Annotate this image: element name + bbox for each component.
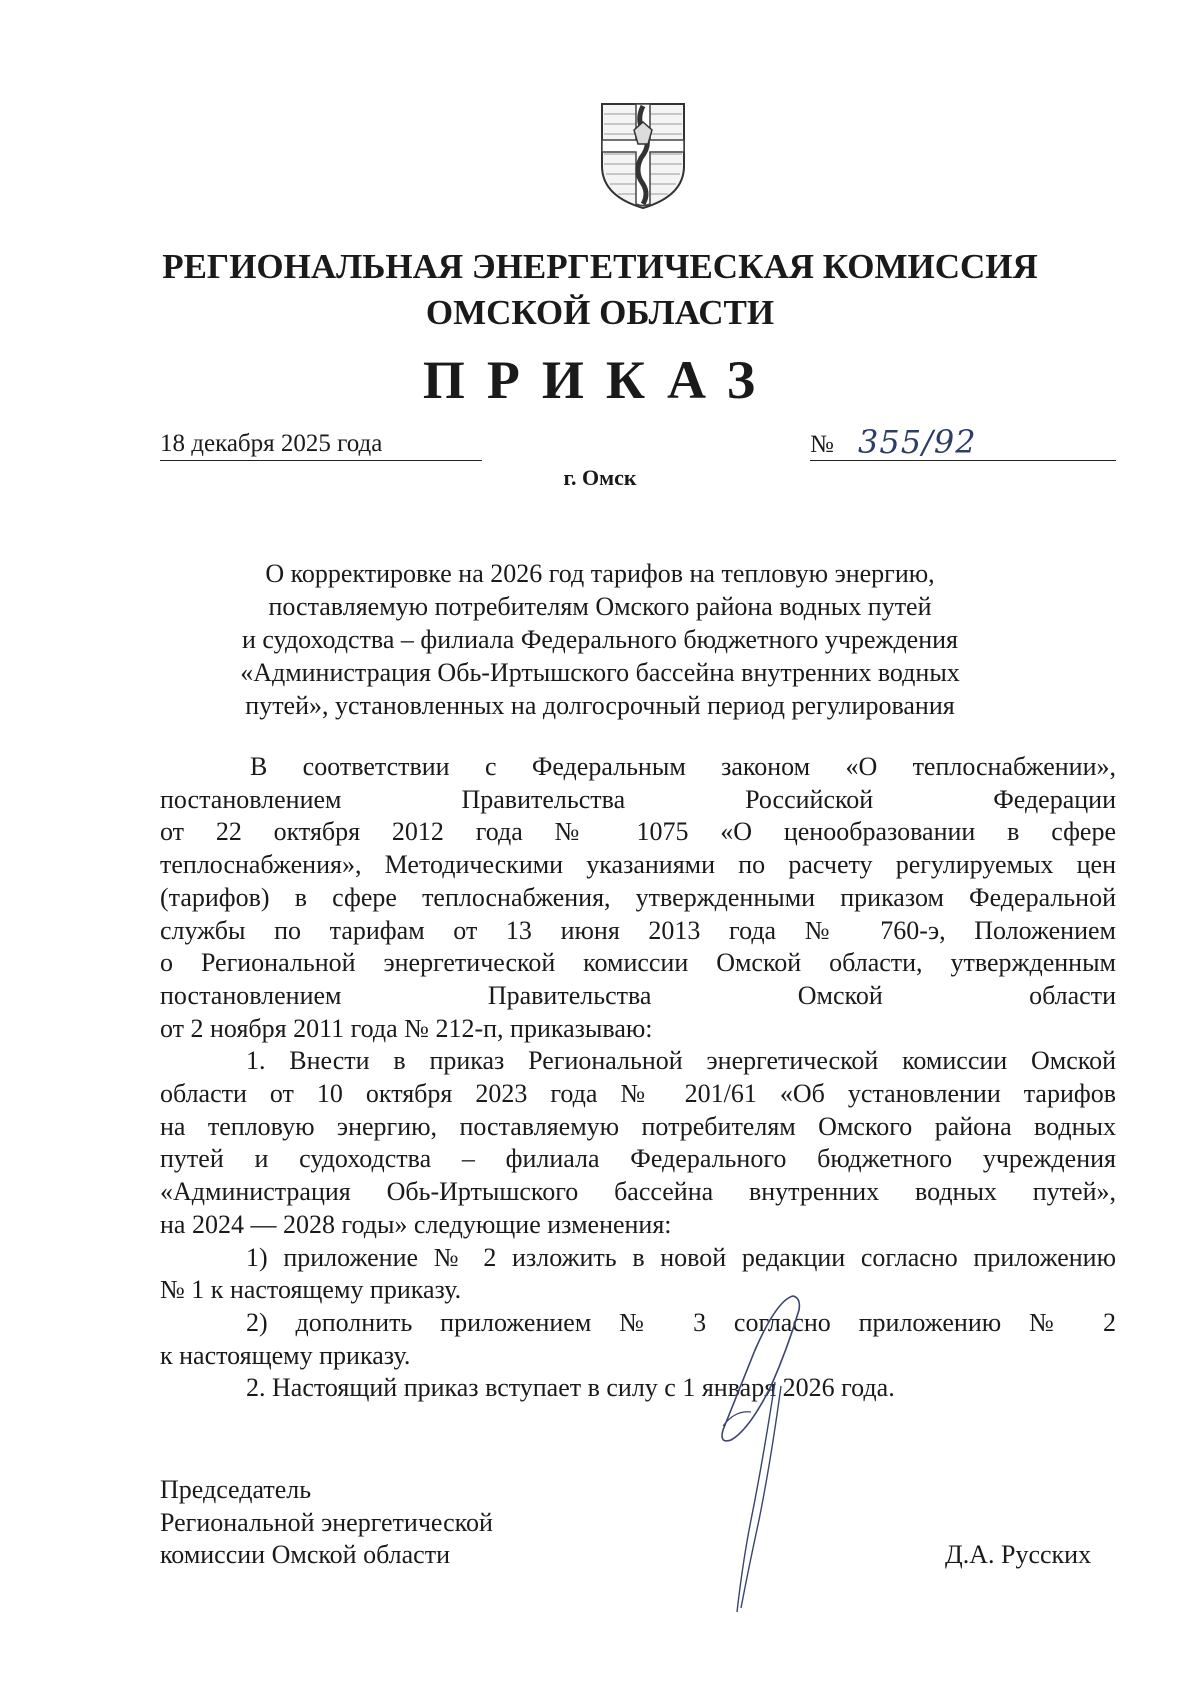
subject-line: путей», установленных на долгосрочный период регулирования [245, 691, 955, 720]
preamble-line: постановлением Правительства Российской Федерации [160, 784, 1116, 814]
organization-title-line-1: РЕГИОНАЛЬНАЯ ЭНЕРГЕТИЧЕСКАЯ КОМИССИЯ [162, 247, 1038, 286]
subject-line: «Администрация Обь-Иртышского бассейна внутренних водных [240, 658, 960, 687]
item-1-1-line: № 1 к настоящему приказу. [160, 1275, 462, 1305]
order-subject [200, 557, 1000, 722]
item-1-2-line: к настоящему приказу. [160, 1340, 411, 1370]
preamble-line: постановлением Правительства Омской области [160, 980, 1116, 1010]
order-body [160, 751, 1116, 1405]
preamble-line: В соответствии с Федеральным законом «О теплоснабжении», [250, 752, 1116, 781]
organization-title-line-2: ОМСКОЙ ОБЛАСТИ [425, 293, 775, 332]
item-1-1-line: 1) приложение № 2 изложить в новой редакции согласно приложению [246, 1242, 1116, 1272]
subject-line: и судоходства – филиала Федерального бюджетного учреждения [241, 625, 959, 654]
item-1-line: 1. Внести в приказ Региональной энергетической комиссии Омской [246, 1046, 1116, 1076]
document-type: ПРИКАЗ [422, 350, 778, 410]
order-number-handwritten: 355/92 [858, 423, 977, 461]
signer-name: Д.А. Русских [945, 1540, 1092, 1569]
signer-position-line: Председатель [160, 1475, 312, 1504]
item-2: 2. Настоящий приказ вступает в силу с 1 января 2026 года. [246, 1373, 895, 1403]
city: г. Омск [563, 465, 637, 490]
preamble-line: теплоснабжения», Методическими указаниями по расчету регулируемых цен [160, 850, 1116, 880]
preamble-line: службы по тарифам от 13 июня 2013 года № 760-э, Положением [160, 915, 1116, 945]
subject-line: О корректировке на 2026 год тарифов на тепловую энергию, [265, 559, 935, 588]
item-1-2-line: 2) дополнить приложением № 3 согласно приложению № 2 [246, 1307, 1116, 1337]
signer-position-line: Региональной энергетической [160, 1507, 493, 1537]
preamble-line: от 22 октября 2012 года № 1075 «О ценообразовании в сфере [160, 817, 1116, 847]
order-date: 18 декабря 2025 года [160, 428, 482, 461]
item-1-line: области от 10 октября 2023 года № 201/61 «Об установлении тарифов [160, 1079, 1116, 1109]
omsk-coat-of-arms-icon [596, 100, 690, 210]
preamble-line: (тарифов) в сфере теплоснабжения, утвержденными приказом Федеральной [160, 882, 1116, 912]
subject-line: поставляемую потребителям Омского района водных путей [268, 592, 932, 621]
order-number-field [810, 424, 1116, 461]
order-number-label: № [810, 431, 834, 458]
item-1-line: на 2024 — 2028 годы» следующие изменения: [160, 1209, 672, 1239]
handwritten-signature [715, 1290, 845, 1620]
preamble-line: от 2 ноября 2011 года № 212-п, приказываю: [160, 1013, 653, 1043]
signer-position [160, 1474, 493, 1572]
item-1-line: на тепловую энергию, поставляемую потребителям Омского района водных [160, 1111, 1116, 1141]
item-1-line: путей и судоходства – филиала Федерального бюджетного учреждения [160, 1144, 1116, 1174]
signer-position-line: комиссии Омской области [160, 1540, 450, 1569]
preamble-line: о Региональной энергетической комиссии Омской области, утвержденным [160, 948, 1116, 978]
item-1-line: «Администрация Обь-Иртышского бассейна внутренних водных путей», [160, 1177, 1116, 1207]
